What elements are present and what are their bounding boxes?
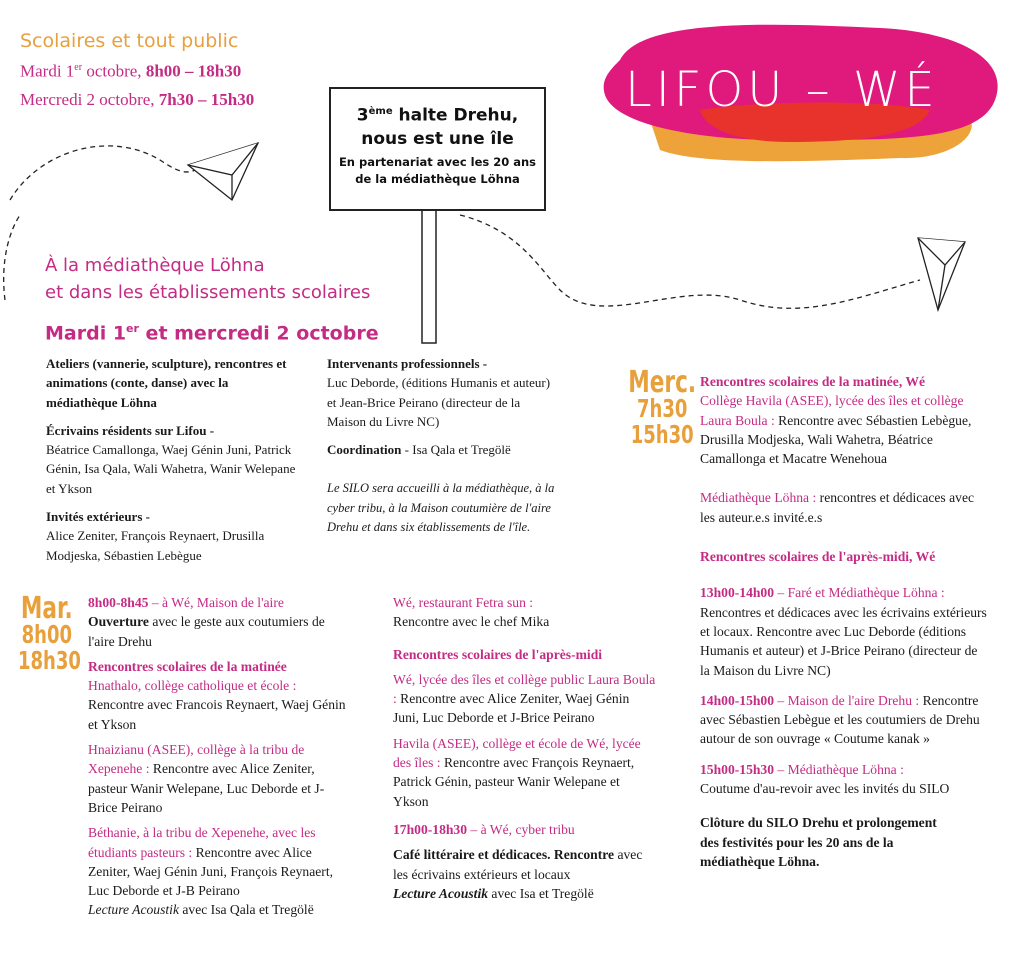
sup: ème [368, 106, 393, 117]
desc: Rencontre avec Francois Reynaert, Waej Génin et Ykson [88, 697, 346, 732]
section-heading: Rencontres scolaires de l'après-midi [393, 646, 603, 662]
place: Wé, lycée des îles et collège public Laura Boula : [393, 671, 656, 707]
invites-block [46, 507, 296, 565]
desc: rencontres et dédicaces avec les auteur.e.s invité.e.s [700, 490, 975, 525]
time: 13h00-14h00 [700, 585, 775, 601]
closing-text: Clôture du SILO Drehu et prolongement des festivités pour les 20 ans de la médiathèque Löhna. [700, 815, 937, 869]
silo-note: Le SILO sera accueilli à la médiathèque, à la cyber tribu, à la Maison coutumière de l'aire Drehu et dans six établissements de l'île. [327, 481, 555, 535]
info-col-2 [327, 354, 557, 546]
event-title: Café littéraire et dédicaces [393, 847, 548, 863]
ateliers-text: Ateliers (vannerie, sculpture), rencontres et animations (conte, danse) avec la médiathèque Löhna [46, 356, 287, 410]
desc: Rencontre avec le chef Mika [393, 614, 550, 630]
sign-title [330, 100, 545, 128]
date-wednesday [20, 86, 254, 114]
place: – à Wé, cyber tribu [467, 821, 575, 837]
day: Merc. [628, 365, 697, 400]
sign-post [422, 208, 436, 343]
sign-subtitle-2: de la médiathèque Löhna [355, 171, 520, 186]
place: – Médiathèque Löhna : [774, 761, 904, 777]
desc: avec Isa Qala et Tregölë [178, 902, 314, 918]
tuesday-label [18, 591, 81, 675]
event [393, 845, 658, 903]
event-title: Lecture Acoustik [393, 885, 489, 901]
place: Hnaizianu (ASEE), collège à la tribu de Xepenehe : [88, 742, 305, 777]
event-title: . Rencontre [547, 847, 615, 863]
wednesday-program [700, 372, 990, 880]
end-time: 18h30 [18, 646, 81, 675]
dashed-flight-path [4, 215, 20, 300]
event [88, 593, 353, 651]
place: – Maison de l'aire Drehu : [774, 692, 920, 708]
t: Mardi 1 [45, 322, 127, 345]
venue-line-1: À la médiathèque Löhna [45, 255, 265, 276]
place: Béthanie, à la tribu de Xepenehe, avec les étudiants pasteurs : [88, 825, 316, 860]
event-title: Lecture Acoustik [88, 902, 179, 918]
header-block [20, 28, 254, 114]
start-time: 7h30 [637, 394, 688, 423]
desc: Rencontre avec Alice Zeniter, pasteur Wanir Welepane, Luc Deborde et J-Brice Peirano [88, 761, 325, 815]
t: et mercredi 2 octobre [138, 322, 379, 345]
start-time: 8h00 [21, 620, 72, 649]
time-range: 7h30 – 15h30 [158, 89, 255, 109]
venue-heading [45, 252, 379, 347]
sign-text [330, 100, 545, 188]
event [700, 760, 990, 799]
date-text: octobre, [82, 61, 146, 81]
end-time: 15h30 [630, 420, 694, 449]
place: Médiathèque Löhna : [700, 490, 817, 506]
desc: Coutume d'au-revoir avec les invités du SILO [700, 781, 950, 797]
coordination-block [327, 440, 557, 459]
event [88, 740, 353, 817]
t: 3 [356, 105, 369, 126]
label: Intervenants professionnels - [327, 356, 488, 371]
ecrivains-block [46, 421, 296, 498]
event [88, 676, 353, 734]
ecrivains-names: Béatrice Camallonga, Waej Génin Juni, Patrick Génin, Isa Qala, Wali Wahetra, Wanir Welepane et Ykson [46, 442, 296, 496]
invites-names: Alice Zeniter, François Reynaert, Drusilla Modjeska, Sébastien Lebègue [46, 528, 265, 563]
sup: er [126, 322, 139, 335]
coord-names: - Isa Qala et Tregölë [401, 442, 511, 458]
venue-line-2: et dans les établissements scolaires [45, 282, 371, 303]
place: Havila (ASEE), collège et école de Wé, lycée des îles : [393, 735, 641, 771]
place: – à Wé, Maison de l'aire [148, 595, 284, 610]
t: halte Drehu, [392, 105, 519, 126]
date-tuesday [20, 54, 254, 86]
section-heading: Rencontres scolaires de la matinée [88, 658, 287, 674]
time: 15h00-15h30 [700, 761, 775, 777]
event [393, 820, 658, 839]
place: Hnathalo, collège catholique et école : [88, 678, 297, 694]
desc: avec les écrivains extérieurs et locaux [393, 847, 643, 882]
event [393, 593, 658, 632]
desc: Rencontres et dédicaces avec les écrivains extérieurs et locaux. Rencontre avec Luc Deborde (éditions Humanis et auteur) et J-Brice Peirano (directeur de la Maison du Livre NC) [700, 604, 987, 678]
audience-label: Scolaires et tout public [20, 30, 239, 52]
label: Coordination [327, 442, 402, 458]
desc: Rencontre avec Sébastien Lebègue et les coutumiers de Drehu autour de son ouvrage « Coutume kanak » [700, 692, 980, 747]
intervenants-block [327, 354, 557, 431]
label: Invités extérieurs - [46, 509, 150, 525]
sign-title-2: nous est une île [361, 128, 514, 149]
place: Collège Havila (ASEE), lycée des îles et collège Laura Boula : [700, 393, 964, 428]
paper-plane-icon [188, 143, 258, 200]
tuesday-program-col-2 [393, 593, 658, 912]
intervenants-names: Luc Deborde, (éditions Humanis et auteur) et Jean-Brice Peirano (directeur de la Maison du Livre NC) [327, 375, 551, 429]
info-col-1 [46, 354, 296, 574]
time: 17h00-18h30 [393, 821, 468, 837]
event [700, 391, 990, 468]
logo-title: LIFOU – WÉ [625, 62, 939, 118]
sign-subtitle: En partenariat avec les 20 ans [338, 154, 537, 169]
desc: Rencontre avec Alice Zeniter, Waej Génin Juni, Luc Deborde et J-Brice Peirano [393, 691, 630, 726]
wednesday-label [628, 365, 697, 449]
event [393, 734, 658, 811]
desc: Rencontre avec Sébastien Lebègue, Drusilla Modjeska, Wali Wahetra, Béatrice Camallonga et Macatre Wenehoua [700, 412, 972, 467]
time: 8h00-8h45 [88, 595, 149, 610]
date-text: Mardi 1 [20, 61, 75, 81]
day: Mar. [20, 591, 73, 626]
event [700, 488, 990, 527]
event [393, 670, 658, 728]
section-heading: Rencontres scolaires de l'après-midi, Wé [700, 549, 936, 565]
event-title: Ouverture [88, 614, 149, 630]
event [88, 823, 353, 919]
place: Wé, restaurant Fetra sun : [393, 595, 534, 610]
desc: avec le geste aux coutumiers de l'aire Drehu [88, 614, 325, 649]
event [700, 691, 990, 749]
label: Écrivains résidents sur Lifou - [46, 422, 215, 438]
desc: Rencontre avec Alice Zeniter, Waej Génin Juni, François Reynaert, Luc Deborde et J-B Peirano [88, 844, 333, 899]
dashed-flight-path [460, 215, 920, 308]
time-range: 8h00 – 18h30 [145, 61, 242, 81]
place: – Faré et Médiathèque Löhna : [774, 585, 945, 601]
sup: er [74, 62, 83, 73]
date-text: Mercredi 2 octobre, [20, 89, 159, 109]
desc: Rencontre avec François Reynaert, Patrick Génin, pasteur Wanir Welepane et Ykson [393, 755, 635, 809]
section-heading: Rencontres scolaires de la matinée, Wé [700, 374, 926, 389]
event [700, 583, 990, 679]
time: 14h00-15h00 [700, 692, 775, 708]
tuesday-program-col-1 [88, 593, 353, 929]
venue-dates [45, 315, 379, 347]
paper-plane-icon [918, 238, 965, 310]
dashed-flight-path [10, 146, 195, 200]
desc: avec Isa et Tregölë [488, 885, 594, 901]
